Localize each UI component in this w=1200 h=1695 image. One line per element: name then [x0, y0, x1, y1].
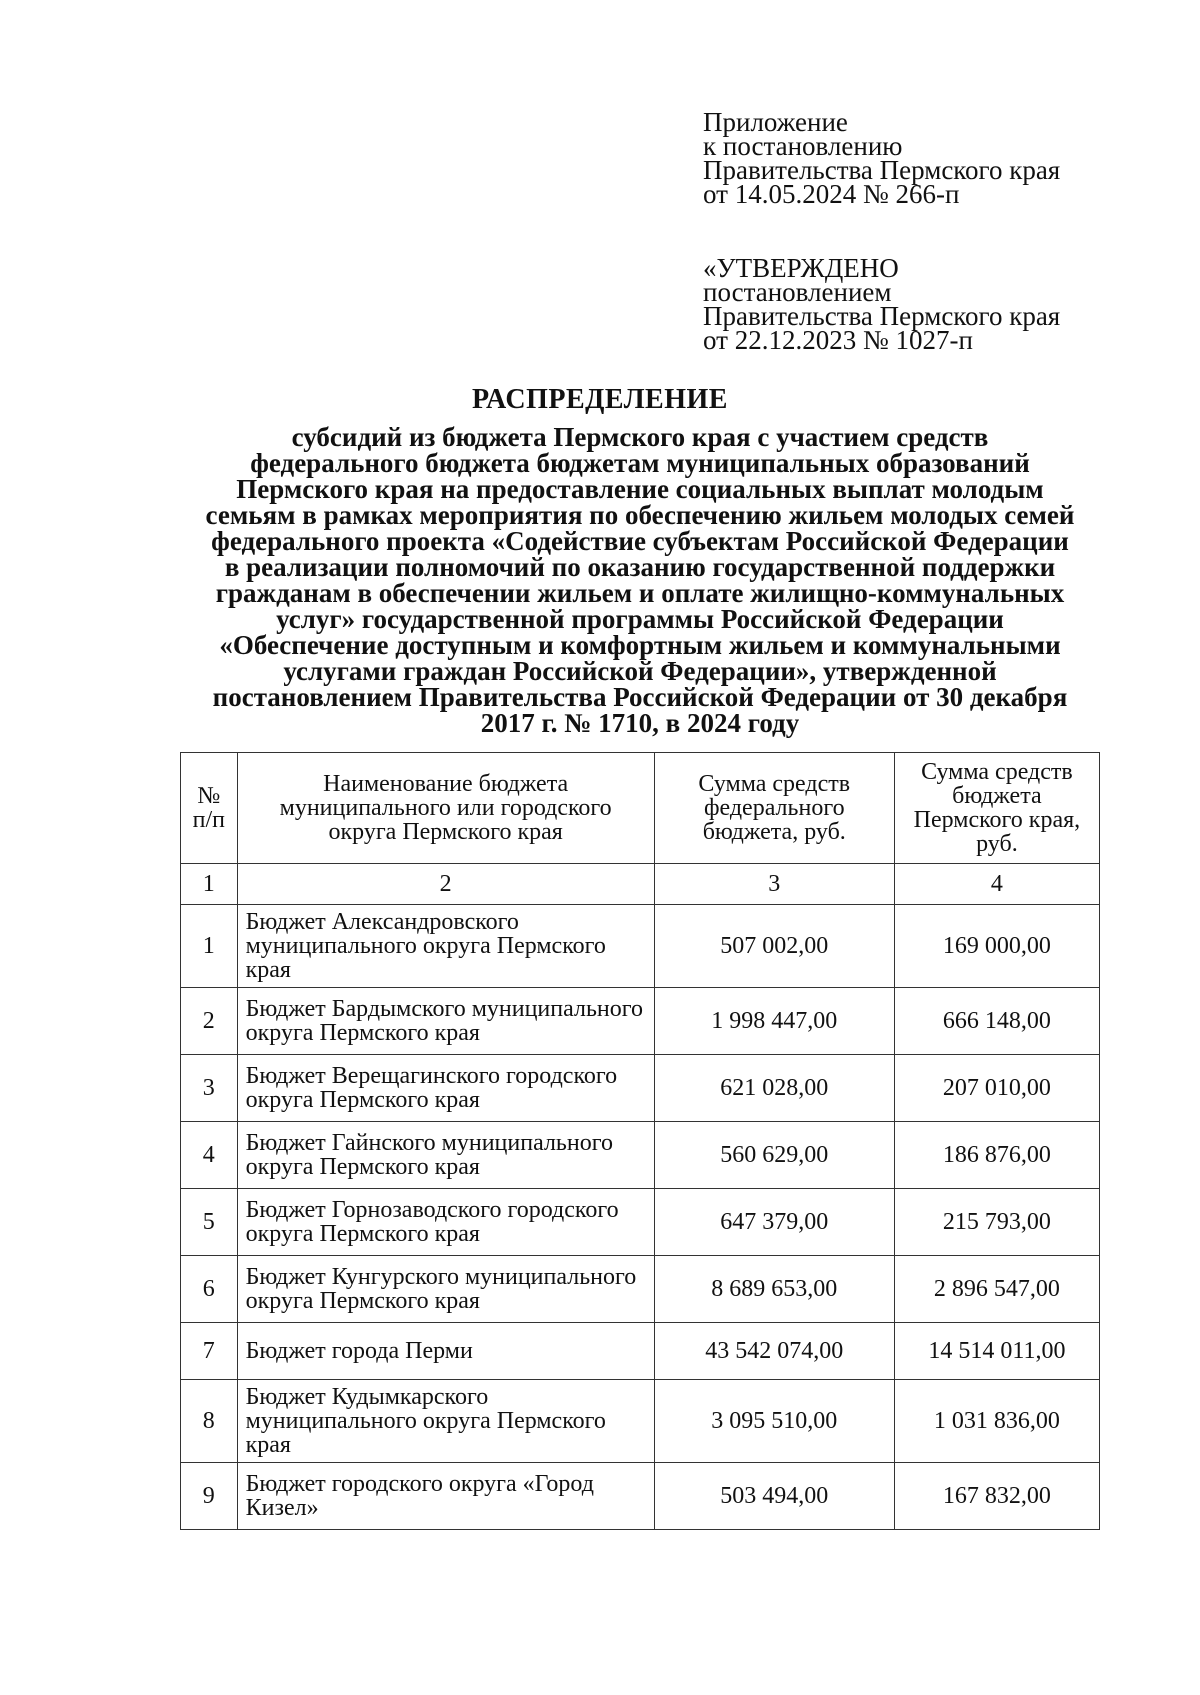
table-row [181, 1463, 1100, 1530]
row-number: 3 [181, 1055, 238, 1122]
column-number-row [181, 864, 1100, 905]
appendix-line: Приложение [703, 107, 848, 137]
header-row [181, 753, 1100, 864]
row-number: 1 [181, 905, 238, 988]
subtitle-line: услуг» государственной программы Российской Федерации [276, 604, 1004, 634]
subtitle-line: федерального проекта «Содействие субъектам Российской Федерации [211, 526, 1069, 556]
row-regional: 167 832,00 [894, 1463, 1099, 1530]
row-name: Бюджет Бардымского муниципального округа Пермского края [237, 988, 654, 1055]
table-row [181, 1189, 1100, 1256]
row-name: Бюджет Кунгурского муниципального округа Пермского края [237, 1256, 654, 1323]
appendix-line: Правительства Пермского края [703, 155, 1061, 185]
approval-line: «УТВЕРЖДЕНО [703, 253, 899, 283]
row-regional: 169 000,00 [894, 905, 1099, 988]
header-name: Наименование бюджета муниципального или городского округа Пермского края [237, 753, 654, 864]
subtitle-line: федерального бюджета бюджетам муниципальных образований [250, 448, 1030, 478]
appendix-line: к постановлению [703, 131, 903, 161]
row-name: Бюджет городского округа «Город Кизел» [237, 1463, 654, 1530]
table-row [181, 1323, 1100, 1380]
row-federal: 503 494,00 [654, 1463, 894, 1530]
row-number: 6 [181, 1256, 238, 1323]
appendix-line: от 14.05.2024 № 266-п [703, 179, 960, 209]
row-number: 7 [181, 1323, 238, 1380]
row-name: Бюджет Гайнского муниципального округа Пермского края [237, 1122, 654, 1189]
row-federal: 43 542 074,00 [654, 1323, 894, 1380]
row-federal: 1 998 447,00 [654, 988, 894, 1055]
table-row [181, 1256, 1100, 1323]
approval-line: от 22.12.2023 № 1027-п [703, 325, 973, 355]
row-name: Бюджет города Перми [237, 1323, 654, 1380]
row-federal: 8 689 653,00 [654, 1256, 894, 1323]
subtitle-line: постановлением Правительства Российской Федерации от 30 декабря [212, 682, 1068, 712]
header-federal: Сумма средств федерального бюджета, руб. [654, 753, 894, 864]
subtitle-line: Пермского края на предоставление социальных выплат молодым [236, 474, 1044, 504]
table-header [181, 753, 1100, 864]
row-federal: 560 629,00 [654, 1122, 894, 1189]
row-regional: 14 514 011,00 [894, 1323, 1099, 1380]
subtitle-line: 2017 г. № 1710, в 2024 году [480, 708, 800, 738]
table-row [181, 1380, 1100, 1463]
header-num: № п/п [181, 753, 238, 864]
table-row [181, 905, 1100, 988]
subtitle-line: «Обеспечение доступным и комфортным жильем и коммунальными [219, 630, 1061, 660]
table-row [181, 1055, 1100, 1122]
subtitle-line: гражданам в обеспечении жильем и оплате жилищно-коммунальных [215, 578, 1065, 608]
document-subtitle [170, 424, 1110, 736]
row-regional: 666 148,00 [894, 988, 1099, 1055]
column-number: 3 [654, 864, 894, 905]
column-number: 1 [181, 864, 238, 905]
approval-block [703, 253, 1061, 355]
subtitle-line: субсидий из бюджета Пермского края с участием средств [291, 422, 989, 452]
appendix-block [703, 107, 1061, 209]
row-number: 8 [181, 1380, 238, 1463]
column-number: 4 [894, 864, 1099, 905]
row-regional: 1 031 836,00 [894, 1380, 1099, 1463]
row-regional: 207 010,00 [894, 1055, 1099, 1122]
subtitle-line: услугами граждан Российской Федерации», утвержденной [283, 656, 997, 686]
row-federal: 507 002,00 [654, 905, 894, 988]
row-regional: 215 793,00 [894, 1189, 1099, 1256]
column-number: 2 [237, 864, 654, 905]
subtitle-line: в реализации полномочий по оказанию государственной поддержки [224, 552, 1056, 582]
table-row [181, 1122, 1100, 1189]
row-name: Бюджет Кудымкарского муниципального округа Пермского края [237, 1380, 654, 1463]
row-number: 4 [181, 1122, 238, 1189]
distribution-table [180, 752, 1100, 1530]
table-body [181, 864, 1100, 1530]
approval-line: Правительства Пермского края [703, 301, 1061, 331]
row-number: 9 [181, 1463, 238, 1530]
row-federal: 621 028,00 [654, 1055, 894, 1122]
row-regional: 186 876,00 [894, 1122, 1099, 1189]
header-regional: Сумма средств бюджета Пермского края, руб. [894, 753, 1099, 864]
subtitle-line: семьям в рамках мероприятия по обеспечению жильем молодых семей [205, 500, 1075, 530]
row-regional: 2 896 547,00 [894, 1256, 1099, 1323]
row-number: 2 [181, 988, 238, 1055]
row-name: Бюджет Александровского муниципального округа Пермского края [237, 905, 654, 988]
row-name: Бюджет Горнозаводского городского округа Пермского края [237, 1189, 654, 1256]
row-federal: 3 095 510,00 [654, 1380, 894, 1463]
table-row [181, 988, 1100, 1055]
row-federal: 647 379,00 [654, 1189, 894, 1256]
row-number: 5 [181, 1189, 238, 1256]
approval-line: постановлением [703, 277, 892, 307]
document-title: РАСПРЕДЕЛЕНИЕ [472, 384, 728, 415]
row-name: Бюджет Верещагинского городского округа Пермского края [237, 1055, 654, 1122]
